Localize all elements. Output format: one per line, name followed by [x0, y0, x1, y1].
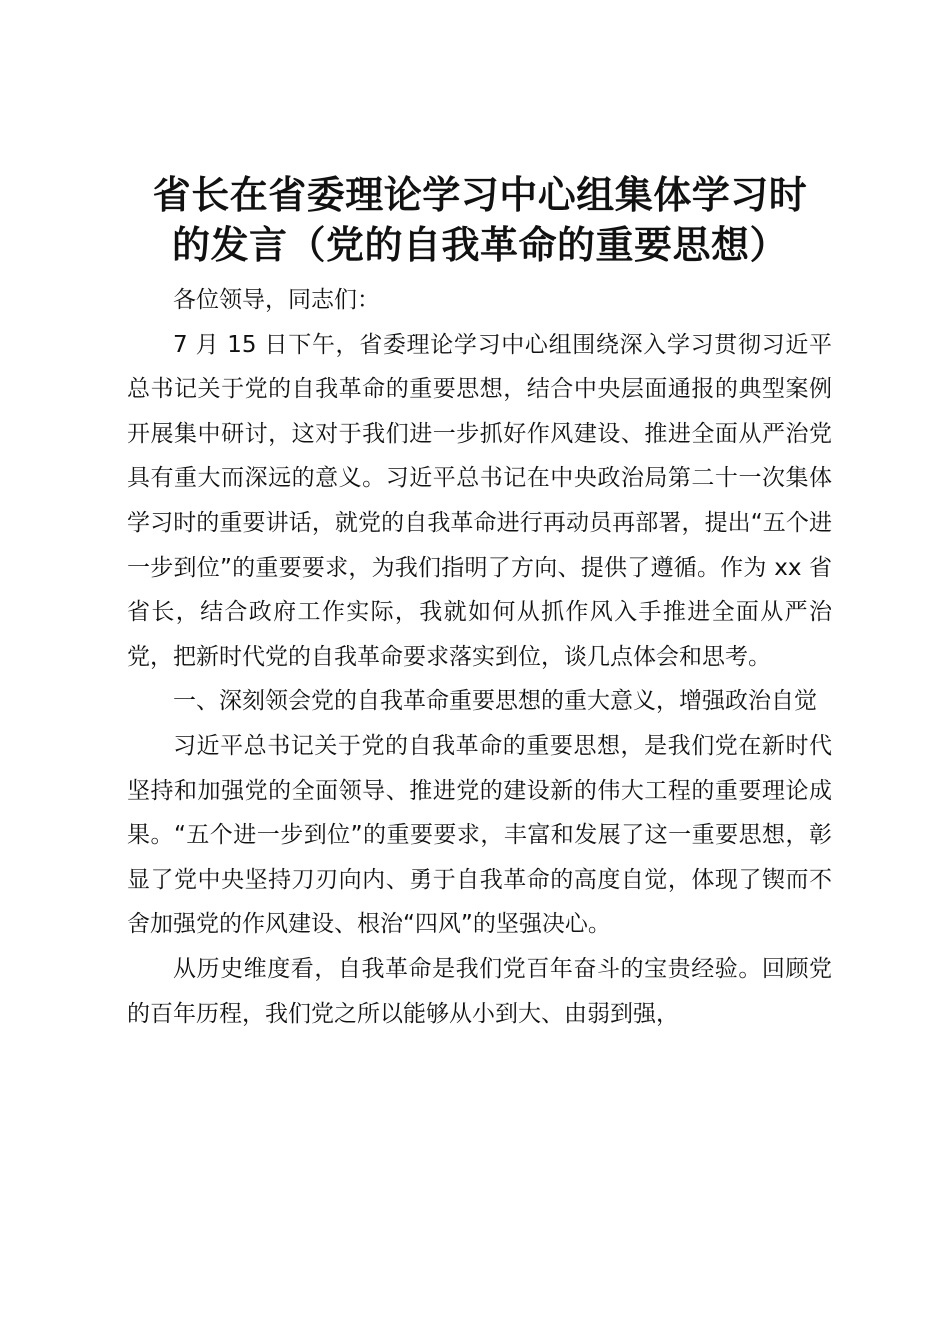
paragraph-intro: 7 月 15 日下午，省委理论学习中心组围绕深入学习贯彻习近平总书记关于党的自我革命的重要思想，结合中央层面通报的典型案例开展集中研讨，这对于我们进一步抓好作风建设、推进全面从严治党具有重大而深远的意义。习近平总书记在中央政治局第二十一次集体学习时的重要讲话，就党的自我革命进行再动员再部署，提出“五个进一步到位”的重要要求，为我们指明了方向、提供了遵循。作为 xx 省省长，结合政府工作实际，我就如何从抓作风入手推进全面从严治党，把新时代党的自我革命要求落实到位，谈几点体会和思考。 — [127, 331, 832, 670]
paragraph-significance: 习近平总书记关于党的自我革命的重要思想，是我们党在新时代坚持和加强党的全面领导、推进党的建设新的伟大工程的重要理论成果。“五个进一步到位”的重要要求，丰富和发展了这一重要思想，彰显了党中央坚持刀刃向内、勇于自我革命的高度自觉，体现了锲而不舍加强党的作风建设、根治“四风”的坚强决心。 — [127, 732, 832, 938]
title-line-2: 的发言（党的自我革命的重要思想） — [171, 223, 788, 267]
salutation: 各位领导，同志们： — [173, 287, 380, 313]
paragraph-history: 从历史维度看，自我革命是我们党百年奋斗的宝贵经验。回顾党的百年历程，我们党之所以能够从小到大、由弱到强， — [127, 955, 832, 1027]
document-title — [110, 170, 850, 270]
section-heading-1: 一、深刻领会党的自我革命重要思想的重大意义，增强政治自觉 — [173, 688, 817, 715]
document-body — [127, 278, 832, 1036]
title-line-1: 省长在省委理论学习中心组集体学习时 — [152, 173, 808, 217]
